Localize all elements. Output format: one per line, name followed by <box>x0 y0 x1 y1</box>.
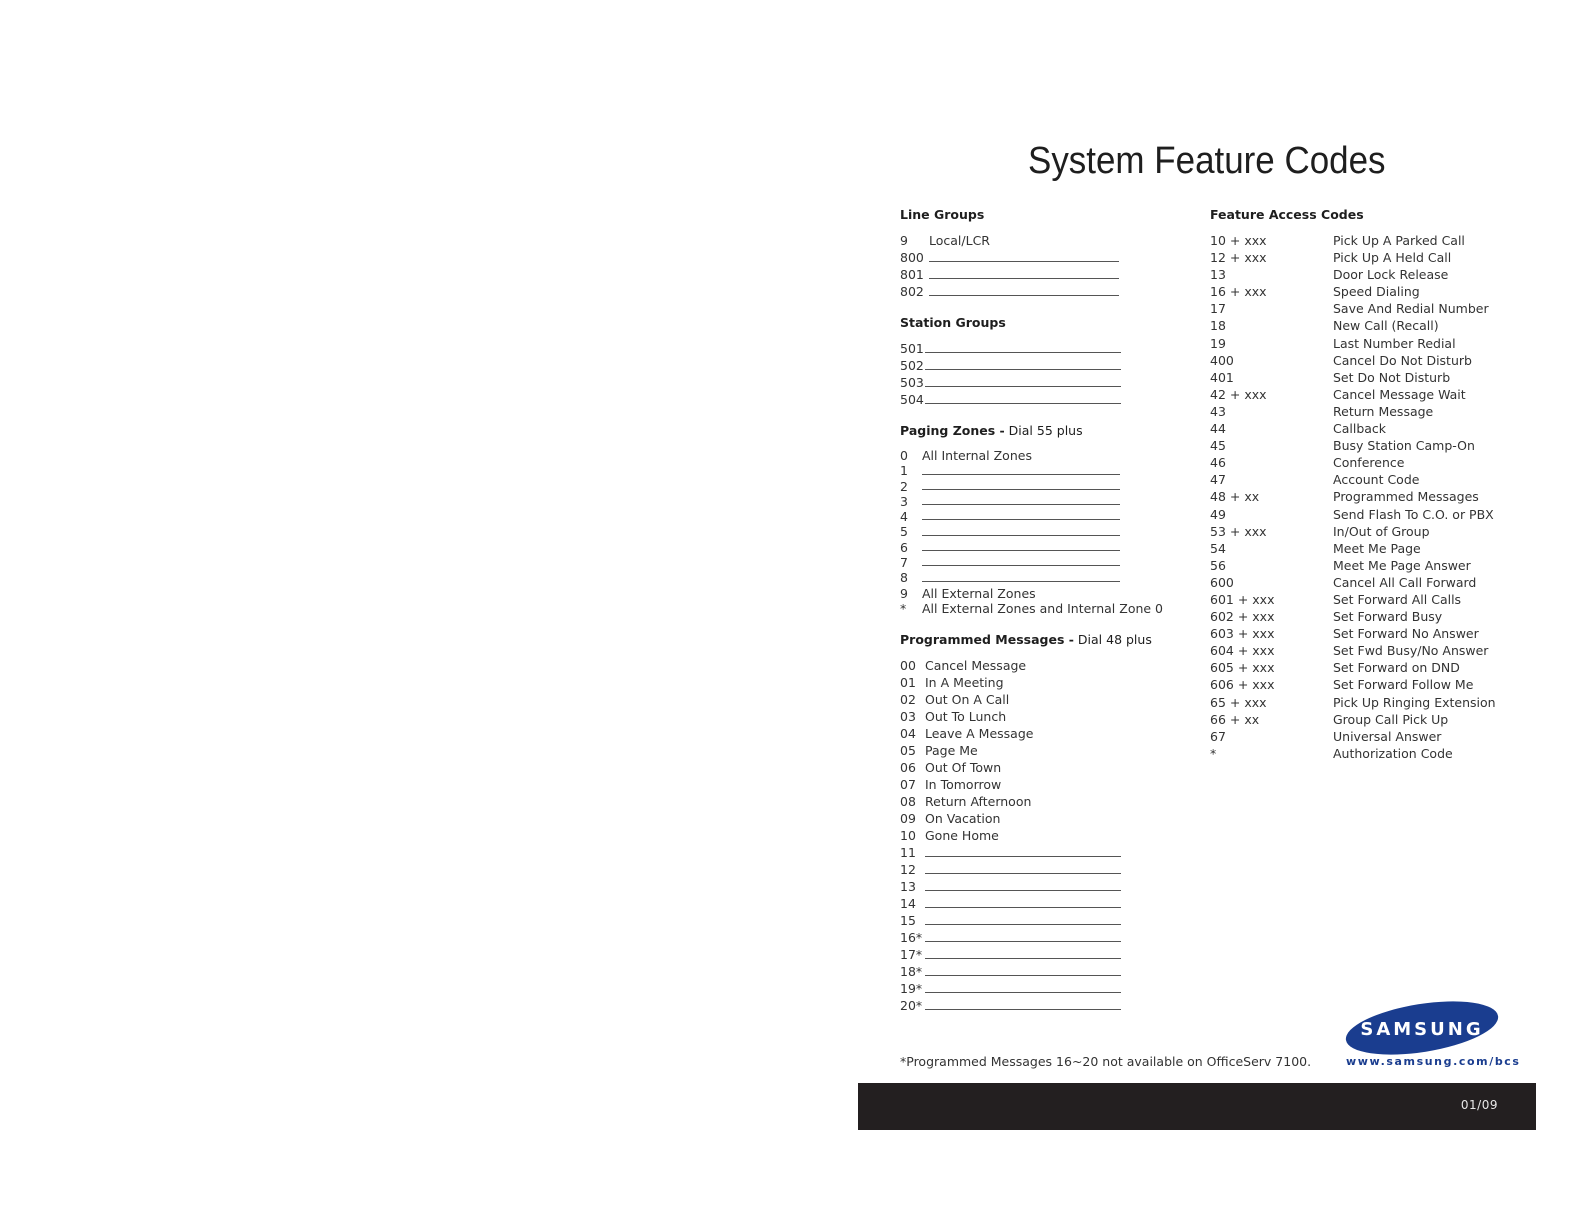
feature-code-row <box>1210 352 1540 369</box>
programmed-messages-heading-title: Programmed Messages - <box>900 632 1074 648</box>
station-groups-section <box>900 314 1190 408</box>
station-group-row-code: 501 <box>900 341 924 356</box>
programmed-message-row <box>900 827 1190 844</box>
programmed-message-row-code: 03 <box>900 709 916 725</box>
programmed-message-row-code: 08 <box>900 794 916 810</box>
paging-zone-row-label: All External Zones and Internal Zone 0 <box>922 600 1164 616</box>
station-group-row-blank-line <box>925 386 1121 387</box>
paging-zone-row-blank-line <box>922 489 1120 490</box>
feature-label: Pick Up A Held Call <box>1333 250 1452 266</box>
line-group-row <box>900 249 1190 266</box>
feature-label: Meet Me Page <box>1333 540 1421 556</box>
programmed-message-row-blank-line <box>925 1009 1121 1010</box>
programmed-message-row-label: Page Me <box>925 743 978 759</box>
feature-label: Send Flash To C.O. or PBX <box>1333 506 1494 522</box>
feature-code: 48 + xx <box>1210 489 1260 505</box>
station-group-row-code: 503 <box>900 375 924 390</box>
paging-zones-section <box>900 422 1190 616</box>
programmed-message-row-label: In A Meeting <box>925 675 1004 691</box>
feature-code-row <box>1210 369 1540 386</box>
programmed-message-row <box>900 946 1190 963</box>
feature-code-row <box>1210 317 1540 334</box>
feature-code-row <box>1210 454 1540 471</box>
programmed-message-row <box>900 759 1190 776</box>
feature-label: Meet Me Page Answer <box>1333 557 1471 573</box>
feature-code: 606 + xxx <box>1210 677 1275 693</box>
paging-zone-row <box>900 586 1190 601</box>
feature-code: 45 <box>1210 438 1226 454</box>
feature-code: 400 <box>1210 352 1234 368</box>
feature-code: 65 + xxx <box>1210 694 1267 710</box>
paging-zone-row <box>900 540 1190 555</box>
paging-zone-row-code: 3 <box>900 493 908 509</box>
programmed-message-row-label: Out To Lunch <box>925 709 1007 725</box>
feature-code-row <box>1210 386 1540 403</box>
feature-code-row <box>1210 694 1540 711</box>
programmed-message-row-code: 01 <box>900 675 916 691</box>
station-groups-list <box>900 340 1190 408</box>
feature-label: In/Out of Group <box>1333 523 1430 539</box>
programmed-messages-heading-suffix: Dial 48 plus <box>1073 632 1152 648</box>
paging-zone-row <box>900 463 1190 478</box>
programmed-message-row <box>900 810 1190 827</box>
right-column <box>1210 206 1540 762</box>
feature-code-row <box>1210 625 1540 642</box>
paging-zone-row-code: 5 <box>900 524 908 540</box>
feature-code-row <box>1210 574 1540 591</box>
programmed-message-row <box>900 708 1190 725</box>
programmed-message-row-code: 18* <box>900 964 923 980</box>
feature-code-row <box>1210 659 1540 676</box>
feature-code-row <box>1210 249 1540 266</box>
feature-code-row <box>1210 745 1540 762</box>
paging-zone-row-code: 7 <box>900 555 908 571</box>
programmed-message-row-label: On Vacation <box>925 811 1001 827</box>
programmed-message-row-code: 00 <box>900 658 916 674</box>
feature-label: Set Forward on DND <box>1333 660 1460 676</box>
footer-date: 01/09 <box>1460 1098 1498 1112</box>
paging-zone-row <box>900 524 1190 539</box>
programmed-message-row-code: 04 <box>900 726 916 742</box>
programmed-messages-heading <box>900 631 1190 648</box>
station-group-row-blank-line <box>925 352 1121 353</box>
feature-code: 49 <box>1210 506 1226 522</box>
feature-code-row <box>1210 232 1540 249</box>
feature-code: 19 <box>1210 335 1226 351</box>
feature-code: 13 <box>1210 267 1226 283</box>
footer-bar <box>858 1083 1536 1130</box>
programmed-message-row-blank-line <box>925 907 1121 908</box>
station-group-row-blank-line <box>925 369 1121 370</box>
paging-zone-row <box>900 570 1190 585</box>
feature-label: Last Number Redial <box>1333 335 1456 351</box>
station-group-row <box>900 340 1190 357</box>
programmed-message-row <box>900 674 1190 691</box>
feature-access-codes-heading: Feature Access Codes <box>1210 207 1364 222</box>
feature-code-row <box>1210 283 1540 300</box>
line-group-row <box>900 232 1190 249</box>
programmed-message-row-code: 07 <box>900 777 916 793</box>
feature-label: Account Code <box>1333 472 1420 488</box>
station-groups-heading: Station Groups <box>900 315 1006 330</box>
programmed-messages-list <box>900 657 1190 1014</box>
feature-code: 56 <box>1210 557 1226 573</box>
paging-zone-row-blank-line <box>922 550 1120 551</box>
feature-label: Set Forward No Answer <box>1333 626 1479 642</box>
feature-access-codes-list <box>1210 232 1540 762</box>
programmed-message-row-label: Return Afternoon <box>925 794 1032 810</box>
feature-code: 603 + xxx <box>1210 626 1275 642</box>
feature-code-row <box>1210 266 1540 283</box>
feature-code: 605 + xxx <box>1210 660 1275 676</box>
feature-label: Pick Up Ringing Extension <box>1333 694 1496 710</box>
feature-code-row <box>1210 300 1540 317</box>
feature-code: 53 + xxx <box>1210 523 1267 539</box>
programmed-message-row-code: 14 <box>900 896 916 912</box>
feature-code-row <box>1210 540 1540 557</box>
programmed-message-row <box>900 725 1190 742</box>
feature-code: 67 <box>1210 728 1226 744</box>
programmed-message-row-code: 15 <box>900 913 916 929</box>
left-column <box>900 206 1190 1014</box>
paging-zone-row-code: 0 <box>900 448 908 463</box>
feature-label: Cancel All Call Forward <box>1333 574 1477 590</box>
programmed-message-row <box>900 793 1190 810</box>
programmed-message-row-code: 12 <box>900 862 916 878</box>
paging-zone-row-code: 2 <box>900 478 908 494</box>
line-group-row-code: 9 <box>900 233 908 248</box>
feature-label: New Call (Recall) <box>1333 318 1439 334</box>
paging-zones-heading-title: Paging Zones - <box>900 423 1005 438</box>
programmed-message-row-label: In Tomorrow <box>925 777 1002 793</box>
feature-label: Cancel Do Not Disturb <box>1333 352 1472 368</box>
feature-code-row <box>1210 642 1540 659</box>
programmed-message-row <box>900 895 1190 912</box>
feature-code: 66 + xx <box>1210 711 1260 727</box>
feature-code-row <box>1210 711 1540 728</box>
feature-code: 10 + xxx <box>1210 233 1267 248</box>
feature-code-row <box>1210 523 1540 540</box>
paging-zone-row-blank-line <box>922 535 1120 536</box>
programmed-message-row-blank-line <box>925 924 1121 925</box>
feature-label: Callback <box>1333 421 1387 437</box>
programmed-message-row-code: 05 <box>900 743 916 759</box>
programmed-message-row-code: 11 <box>900 845 916 861</box>
feature-label: Save And Redial Number <box>1333 301 1489 317</box>
footnote: *Programmed Messages 16~20 not available on OfficeServ 7100. <box>900 1054 1312 1069</box>
feature-label: Universal Answer <box>1333 728 1442 744</box>
feature-label: Set Forward Busy <box>1333 609 1443 625</box>
feature-code: 54 <box>1210 540 1226 556</box>
programmed-message-row <box>900 844 1190 861</box>
feature-code: 602 + xxx <box>1210 609 1275 625</box>
feature-code-row <box>1210 335 1540 352</box>
feature-code: 43 <box>1210 403 1226 419</box>
programmed-message-row-code: 02 <box>900 692 916 708</box>
feature-code: 44 <box>1210 421 1226 437</box>
feature-label: Programmed Messages <box>1333 489 1479 505</box>
feature-label: Group Call Pick Up <box>1333 711 1449 727</box>
paging-zone-row <box>900 601 1190 616</box>
line-group-row <box>900 283 1190 300</box>
feature-code: 16 + xxx <box>1210 284 1267 300</box>
line-groups-list <box>900 232 1190 300</box>
paging-zone-row-code: 8 <box>900 570 908 586</box>
feature-label: Authorization Code <box>1333 745 1453 761</box>
feature-code: 604 + xxx <box>1210 643 1275 659</box>
page-title: System Feature Codes <box>1028 140 1386 182</box>
line-group-row-label: Local/LCR <box>929 233 990 248</box>
feature-label: Conference <box>1333 455 1405 471</box>
station-group-row <box>900 357 1190 374</box>
paging-zone-row <box>900 555 1190 570</box>
programmed-message-row-label: Out Of Town <box>925 760 1002 776</box>
feature-code-row <box>1210 471 1540 488</box>
feature-code: 12 + xxx <box>1210 250 1267 266</box>
feature-code: 46 <box>1210 455 1226 471</box>
paging-zone-row-label: All External Zones <box>922 585 1036 601</box>
paging-zone-row-code: * <box>900 600 907 616</box>
line-group-row-blank-line <box>929 261 1119 262</box>
programmed-message-row-label: Gone Home <box>925 828 999 844</box>
station-group-row-code: 504 <box>900 392 924 407</box>
paging-zones-list <box>900 448 1190 616</box>
samsung-logo <box>1344 1000 1500 1056</box>
programmed-message-row <box>900 997 1190 1014</box>
programmed-message-row-blank-line <box>925 856 1121 857</box>
programmed-message-row-blank-line <box>925 873 1121 874</box>
paging-zone-row-code: 4 <box>900 509 908 525</box>
programmed-message-row <box>900 912 1190 929</box>
feature-code-row <box>1210 420 1540 437</box>
line-group-row-blank-line <box>929 278 1119 279</box>
feature-code-row <box>1210 557 1540 574</box>
paging-zone-row-blank-line <box>922 519 1120 520</box>
feature-code-row <box>1210 728 1540 745</box>
programmed-message-row <box>900 980 1190 997</box>
line-groups-section <box>900 206 1190 300</box>
programmed-message-row-code: 17* <box>900 947 923 963</box>
line-groups-heading: Line Groups <box>900 207 985 222</box>
paging-zone-row <box>900 509 1190 524</box>
paging-zone-row-blank-line <box>922 581 1120 582</box>
feature-label: Busy Station Camp-On <box>1333 438 1475 454</box>
feature-label: Cancel Message Wait <box>1333 386 1466 402</box>
programmed-message-row-code: 19* <box>900 981 923 997</box>
programmed-message-row-blank-line <box>925 941 1121 942</box>
programmed-message-row <box>900 776 1190 793</box>
feature-code-row <box>1210 488 1540 505</box>
programmed-message-row-code: 06 <box>900 760 916 776</box>
feature-code: 18 <box>1210 318 1226 334</box>
feature-code: * <box>1210 745 1217 761</box>
programmed-message-row-blank-line <box>925 975 1121 976</box>
samsung-logo-text: SAMSUNG <box>1360 1019 1484 1040</box>
line-group-row <box>900 266 1190 283</box>
line-group-row-code: 802 <box>900 284 924 299</box>
feature-label: Pick Up A Parked Call <box>1333 233 1465 248</box>
feature-code: 17 <box>1210 301 1226 317</box>
programmed-message-row <box>900 657 1190 674</box>
programmed-message-row <box>900 963 1190 980</box>
feature-code-row <box>1210 676 1540 693</box>
feature-code-row <box>1210 403 1540 420</box>
programmed-message-row-code: 20* <box>900 998 923 1014</box>
programmed-message-row-label: Cancel Message <box>925 658 1027 674</box>
feature-label: Speed Dialing <box>1333 284 1420 300</box>
paging-zone-row-blank-line <box>922 504 1120 505</box>
feature-code-row <box>1210 437 1540 454</box>
line-group-row-code: 800 <box>900 250 924 265</box>
paging-zone-row-blank-line <box>922 565 1120 566</box>
paging-zone-row-blank-line <box>922 474 1120 475</box>
station-group-row <box>900 374 1190 391</box>
programmed-message-row-label: Leave A Message <box>925 726 1034 742</box>
programmed-messages-section <box>900 631 1190 1014</box>
paging-zone-row <box>900 494 1190 509</box>
feature-label: Set Forward Follow Me <box>1333 677 1474 693</box>
paging-zone-row-label: All Internal Zones <box>922 448 1032 463</box>
feature-label: Return Message <box>1333 403 1434 419</box>
paging-zones-heading-suffix: Dial 55 plus <box>1004 423 1083 438</box>
feature-code-row <box>1210 506 1540 523</box>
programmed-message-row-code: 10 <box>900 828 916 844</box>
feature-code: 47 <box>1210 472 1226 488</box>
paging-zone-row-code: 9 <box>900 585 908 601</box>
programmed-message-row <box>900 742 1190 759</box>
feature-label: Set Forward All Calls <box>1333 591 1462 607</box>
programmed-message-row <box>900 878 1190 895</box>
programmed-message-row <box>900 861 1190 878</box>
feature-label: Set Fwd Busy/No Answer <box>1333 643 1489 659</box>
paging-zone-row <box>900 479 1190 494</box>
feature-code: 401 <box>1210 369 1234 385</box>
feature-label: Set Do Not Disturb <box>1333 369 1451 385</box>
programmed-message-row <box>900 691 1190 708</box>
feature-label: Door Lock Release <box>1333 267 1449 283</box>
programmed-message-row-blank-line <box>925 890 1121 891</box>
paging-zones-heading <box>900 422 1190 439</box>
programmed-message-row-label: Out On A Call <box>925 692 1010 708</box>
feature-code-row <box>1210 591 1540 608</box>
feature-code: 601 + xxx <box>1210 591 1275 607</box>
station-group-row-code: 502 <box>900 358 924 373</box>
feature-code: 600 <box>1210 574 1234 590</box>
programmed-message-row-blank-line <box>925 958 1121 959</box>
line-group-row-code: 801 <box>900 267 924 282</box>
paging-zone-row-code: 6 <box>900 539 908 555</box>
programmed-message-row-blank-line <box>925 992 1121 993</box>
line-group-row-blank-line <box>929 295 1119 296</box>
programmed-message-row-code: 16* <box>900 930 923 946</box>
programmed-message-row-code: 09 <box>900 811 916 827</box>
programmed-message-row-code: 13 <box>900 879 916 895</box>
station-group-row-blank-line <box>925 403 1121 404</box>
paging-zone-row <box>900 448 1190 463</box>
feature-code-row <box>1210 608 1540 625</box>
station-group-row <box>900 391 1190 408</box>
feature-code: 42 + xxx <box>1210 386 1267 402</box>
programmed-message-row <box>900 929 1190 946</box>
paging-zone-row-code: 1 <box>900 463 908 479</box>
website-url: www.samsung.com/bcs <box>1346 1055 1521 1068</box>
